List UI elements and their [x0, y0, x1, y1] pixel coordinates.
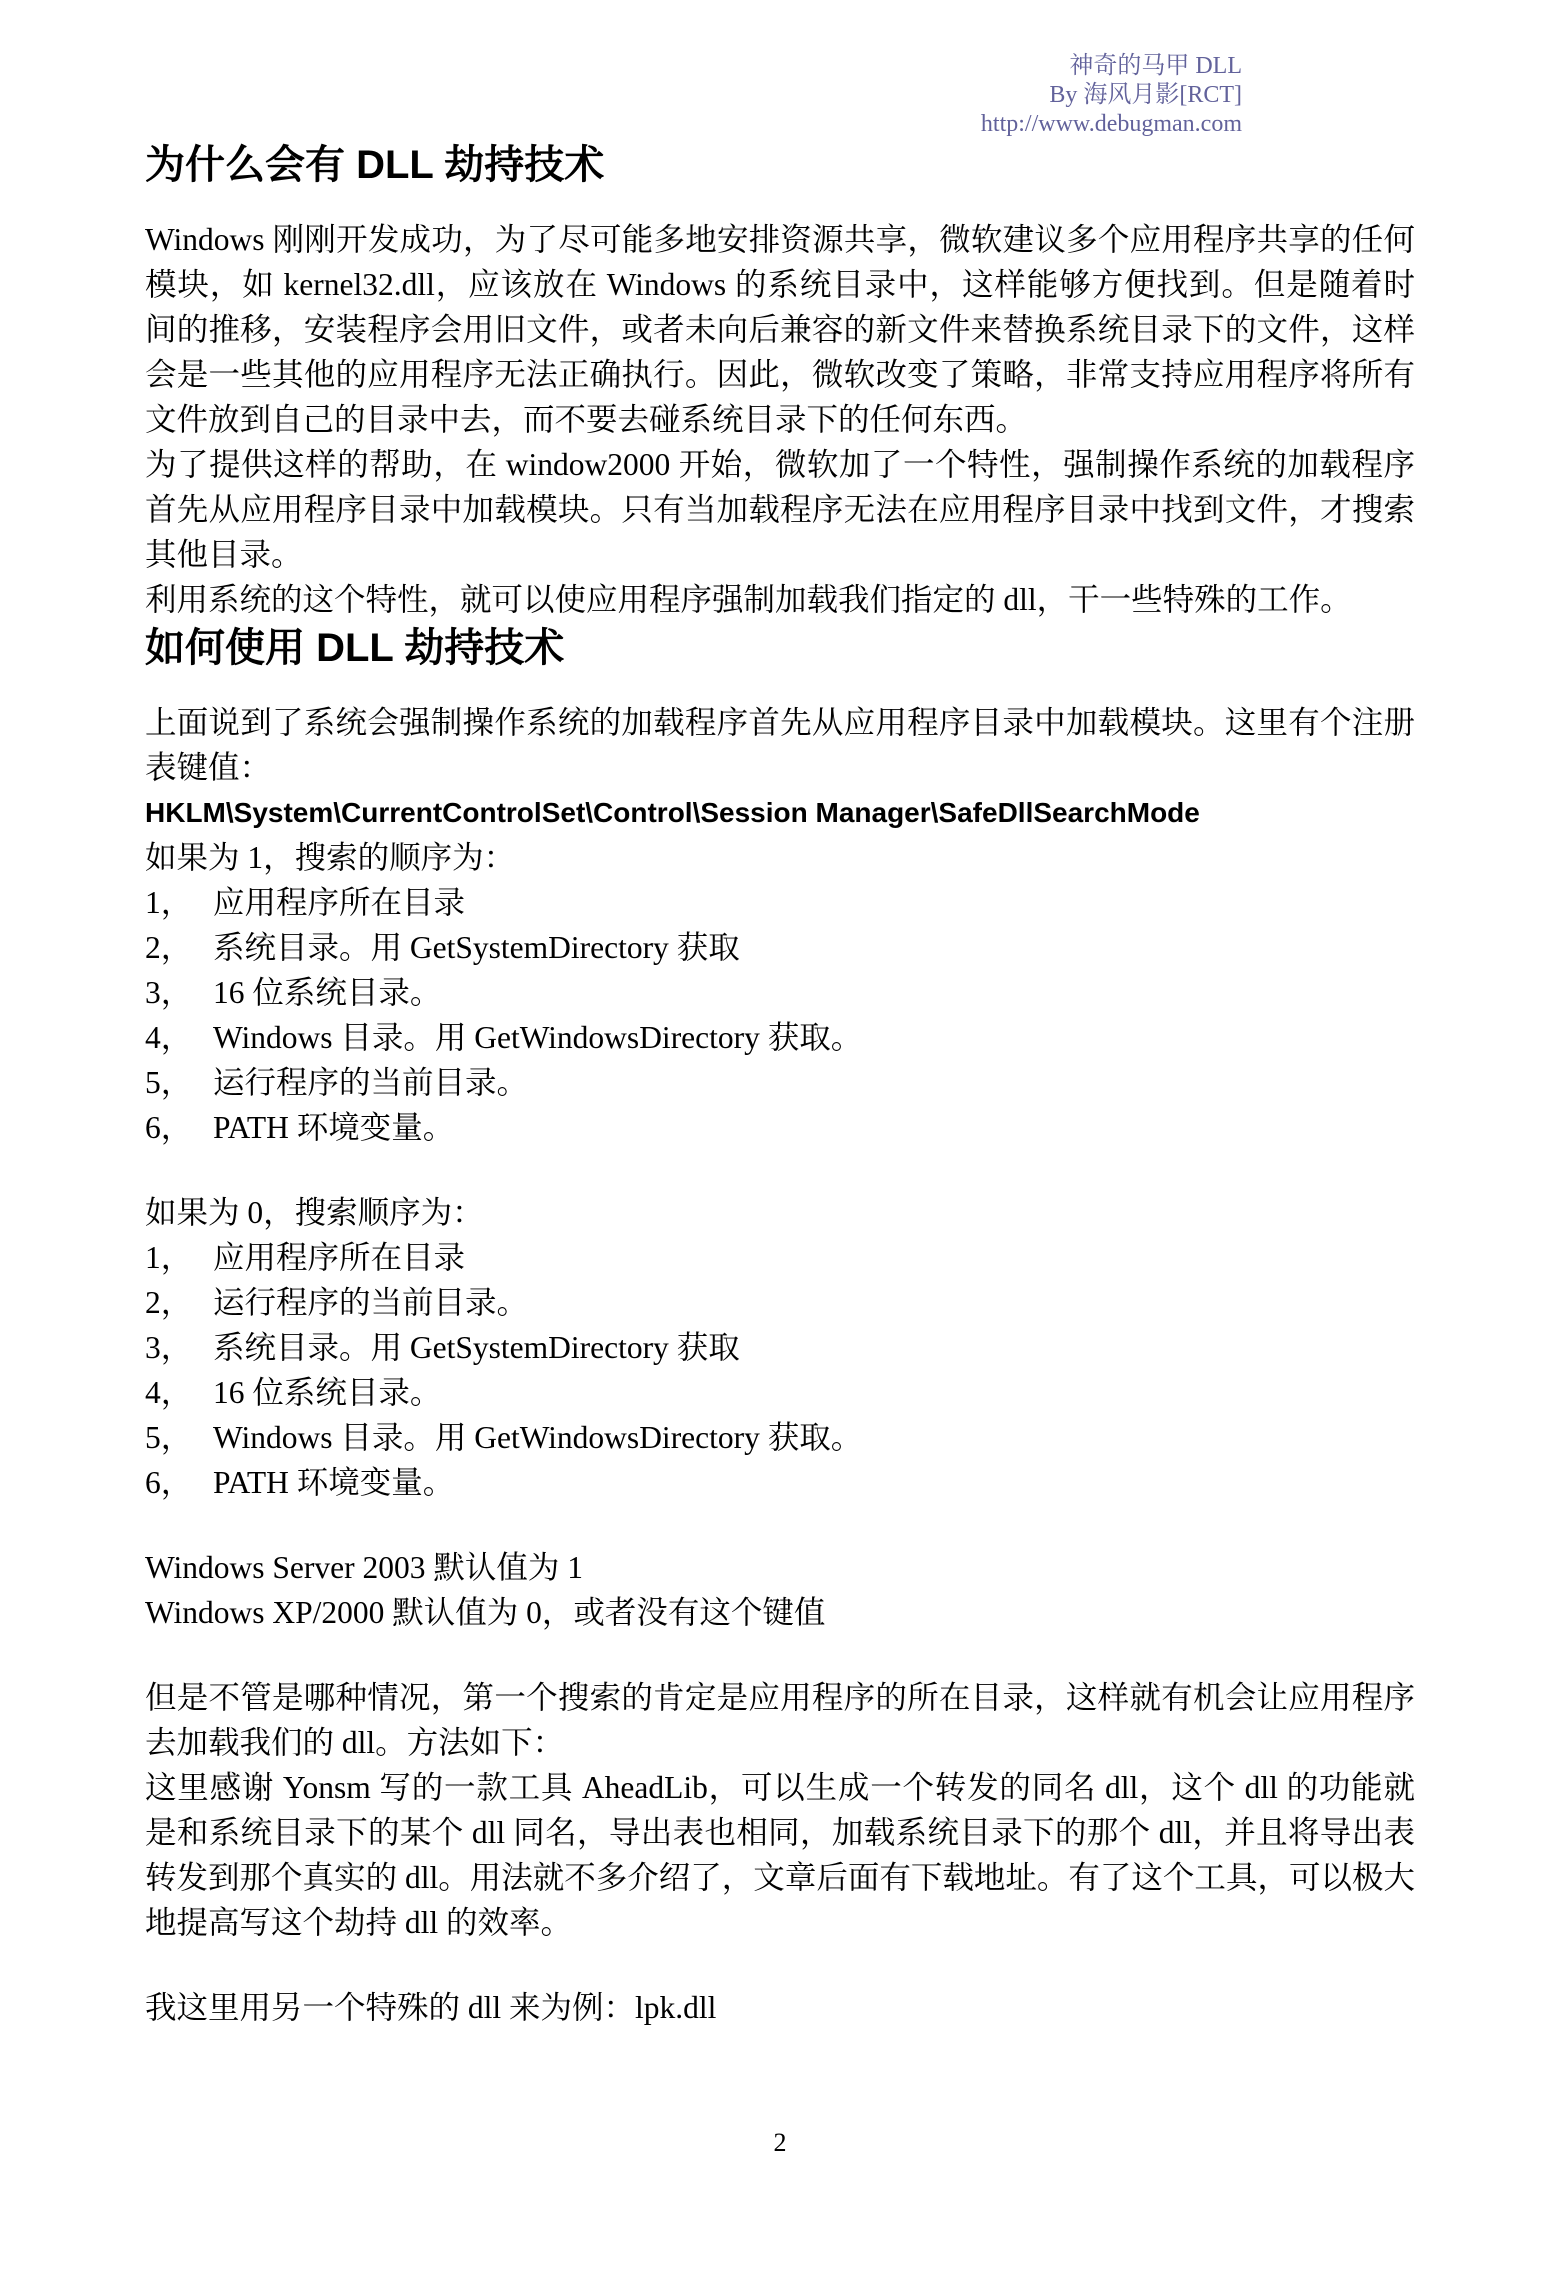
list-item-text: 应用程序所在目录 — [213, 885, 466, 920]
list-item-number: 5， — [145, 1420, 193, 1455]
default-value-2003: Windows Server 2003 默认值为 1 — [145, 1550, 583, 1585]
header-byline: By 海风月影[RCT] — [1049, 82, 1242, 108]
list-item-number: 4， — [145, 1375, 193, 1410]
paragraph-registry-intro: 上面说到了系统会强制操作系统的加载程序首先从应用程序目录中加载模块。这里有个注册表键值： — [145, 705, 1415, 785]
list-item — [145, 1325, 1415, 1370]
list-item — [145, 1415, 1415, 1460]
list-item-number: 4， — [145, 1020, 193, 1055]
blank-line — [145, 1505, 1415, 1545]
list-item-text: 16 位系统目录。 — [213, 975, 442, 1010]
list-item — [145, 1105, 1415, 1150]
list-item — [145, 1280, 1415, 1325]
list-item — [145, 925, 1415, 970]
search-order-mode0-label: 如果为 0，搜索顺序为： — [145, 1195, 484, 1230]
list-item — [145, 970, 1415, 1015]
list-item-text: Windows 目录。用 GetWindowsDirectory 获取。 — [213, 1020, 863, 1055]
header-title: 神奇的马甲 DLL — [1069, 53, 1242, 79]
paragraph-aheadlib-tool: 这里感谢 Yonsm 写的一款工具 AheadLib，可以生成一个转发的同名 dll，这个 dll 的功能就是和系统目录下的某个 dll 同名，导出表也相同，加载系统目录下的那个 dll，并且将导出表转发到那个真实的 dll。用法就不多介绍了，文章后面有下载地址。有了这个工具，可以极大地提高写这个劫持 dll 的效率。 — [145, 1770, 1415, 1940]
paragraph-loader-feature: 为了提供这样的帮助，在 window2000 开始，微软加了一个特性，强制操作系统的加载程序首先从应用程序目录中加载模块。只有当加载程序无法在应用程序目录中找到文件，才搜索其他目录。 — [145, 447, 1415, 572]
header-url-link[interactable]: http://www.debugman.com — [980, 111, 1242, 137]
paragraph-exploit-idea: 利用系统的这个特性，就可以使应用程序强制加载我们指定的 dll，干一些特殊的工作。 — [145, 582, 1352, 617]
blank-line — [145, 1635, 1415, 1675]
list-item-number: 3， — [145, 975, 193, 1010]
paragraph-lpk-example: 我这里用另一个特殊的 dll 来为例：lpk.dll — [145, 1990, 717, 2025]
document-header — [145, 52, 1415, 139]
list-item-text: 运行程序的当前目录。 — [213, 1285, 529, 1320]
list-item-number: 2， — [145, 1285, 193, 1320]
section1-heading: 为什么会有 DLL 劫持技术 — [145, 143, 605, 187]
registry-key-path: HKLM\System\CurrentControlSet\Control\Session Manager\SafeDllSearchMode — [145, 797, 1200, 828]
list-item — [145, 1060, 1415, 1105]
list-item-text: 16 位系统目录。 — [213, 1375, 442, 1410]
list-item-text: PATH 环境变量。 — [213, 1465, 455, 1500]
paragraph-windows-history: Windows 刚刚开发成功，为了尽可能多地安排资源共享，微软建议多个应用程序共享的任何模块，如 kernel32.dll，应该放在 Windows 的系统目录中，这样能够方便找到。但是随着时间的推移，安装程序会用旧文件，或者未向后兼容的新文件来替换系统目录下的文件，这样会是一些其他的应用程序无法正确执行。因此，微软改变了策略，非常支持应用程序将所有文件放到自己的目录中去，而不要去碰系统目录下的任何东西。 — [145, 222, 1415, 437]
list-item-text: Windows 目录。用 GetWindowsDirectory 获取。 — [213, 1420, 863, 1455]
list-item-number: 5， — [145, 1065, 193, 1100]
list-item — [145, 1370, 1415, 1415]
list-item-number: 1， — [145, 1240, 193, 1275]
list-item — [145, 1460, 1415, 1505]
list-item-text: 系统目录。用 GetSystemDirectory 获取 — [213, 1330, 740, 1365]
blank-line — [145, 1150, 1415, 1190]
list-item-text: 系统目录。用 GetSystemDirectory 获取 — [213, 930, 740, 965]
list-item — [145, 1015, 1415, 1060]
list-item — [145, 1235, 1415, 1280]
default-value-xp2000: Windows XP/2000 默认值为 0，或者没有这个键值 — [145, 1595, 826, 1630]
list-item-text: PATH 环境变量。 — [213, 1110, 455, 1145]
list-item-number: 2， — [145, 930, 193, 965]
blank-line — [145, 1945, 1415, 1985]
paragraph-first-search-dir: 但是不管是哪种情况，第一个搜索的肯定是应用程序的所在目录，这样就有机会让应用程序去加载我们的 dll。方法如下： — [145, 1680, 1415, 1760]
list-item-text: 应用程序所在目录 — [213, 1240, 466, 1275]
list-item-text: 运行程序的当前目录。 — [213, 1065, 529, 1100]
page-number: 2 — [773, 2128, 787, 2157]
list-item-number: 1， — [145, 885, 193, 920]
list-item-number: 6， — [145, 1465, 193, 1500]
search-order-mode1-label: 如果为 1，搜索的顺序为： — [145, 840, 516, 875]
section2-heading: 如何使用 DLL 劫持技术 — [145, 626, 565, 670]
list-item — [145, 880, 1415, 925]
list-item-number: 3， — [145, 1330, 193, 1365]
list-item-number: 6， — [145, 1110, 193, 1145]
page-content — [145, 0, 1415, 2030]
